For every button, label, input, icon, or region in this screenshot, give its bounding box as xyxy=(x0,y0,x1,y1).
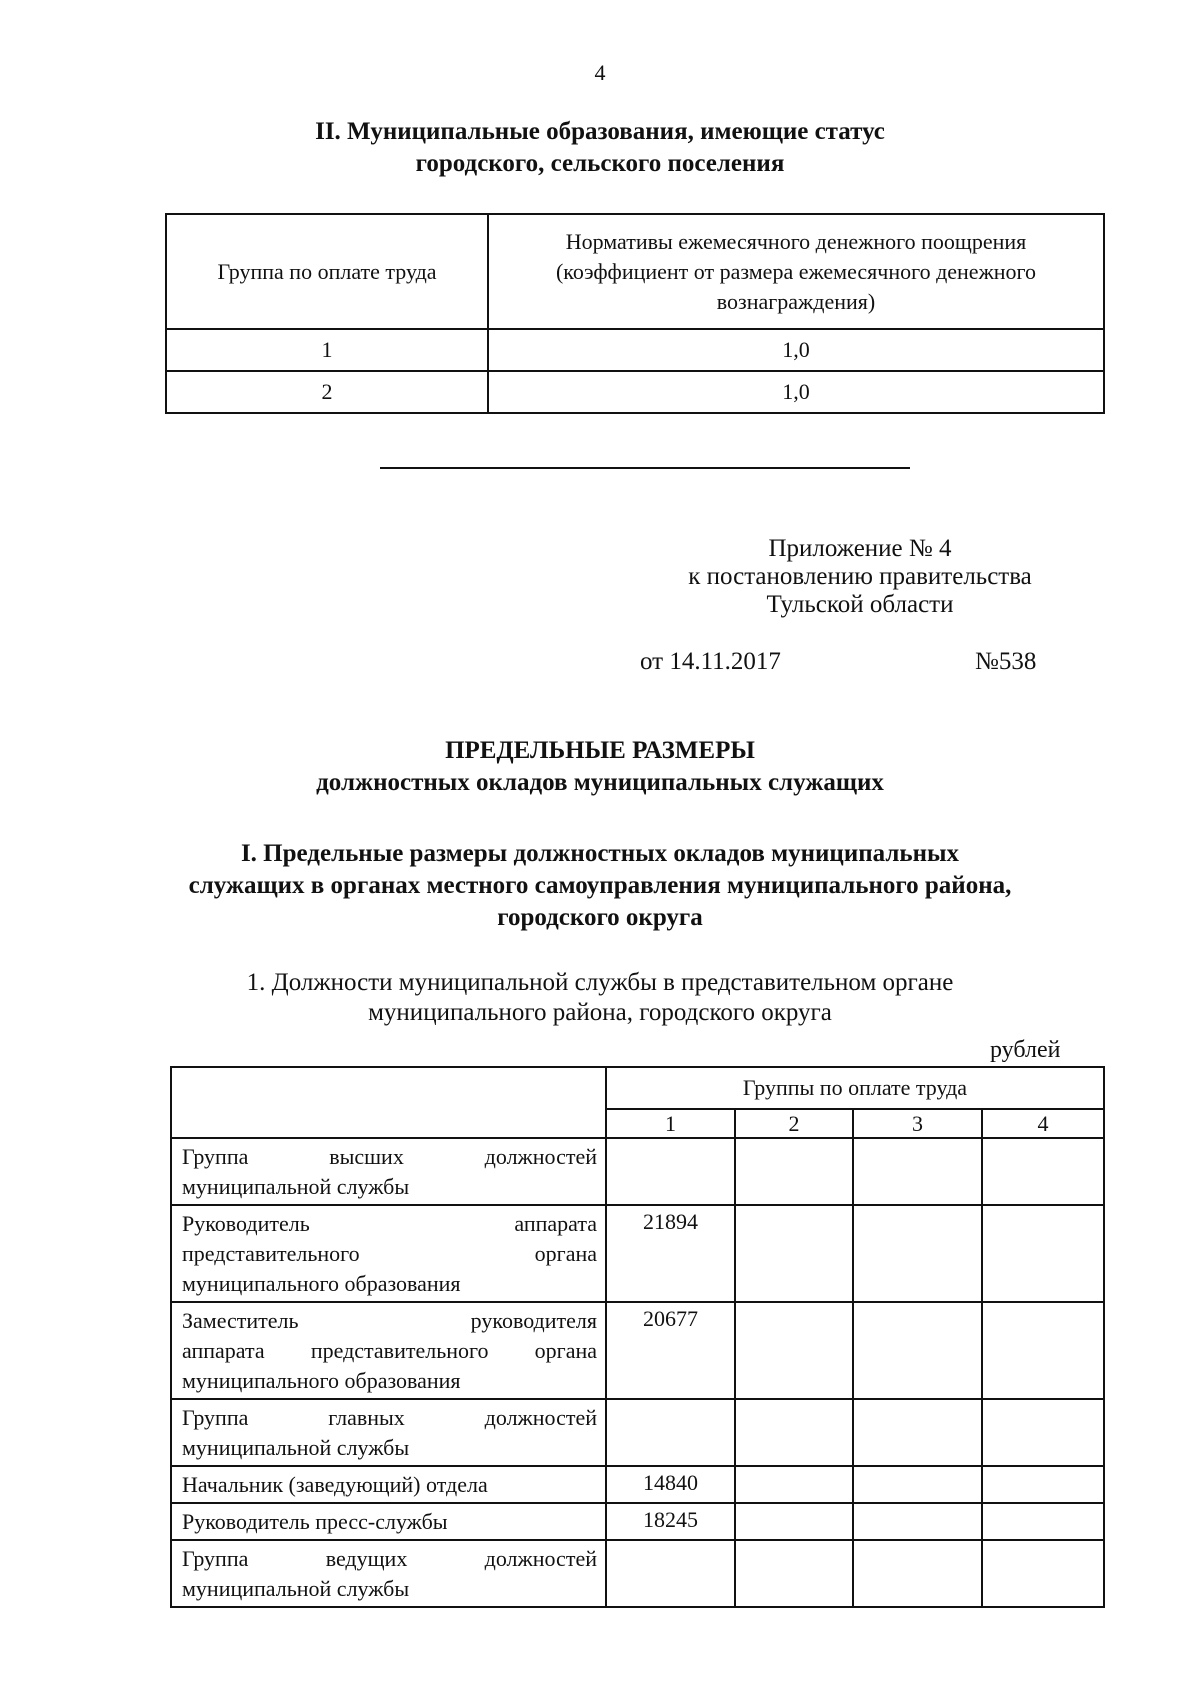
salary-value-cell-group-3 xyxy=(853,1540,982,1607)
document-title-line2: должностных окладов муниципальных служащих xyxy=(316,769,884,796)
salary-value-cell-group-2 xyxy=(735,1138,853,1205)
label-word: Группа xyxy=(182,1144,249,1169)
document-title-line1: ПРЕДЕЛЬНЫЕ РАЗМЕРЫ xyxy=(445,737,755,764)
position-label-line xyxy=(182,1306,597,1336)
table-row xyxy=(171,1466,1104,1503)
column-header-4: 4 xyxy=(982,1109,1104,1138)
column-header-2: 2 xyxy=(735,1109,853,1138)
salary-table xyxy=(170,1066,1105,1608)
group-cell: 2 xyxy=(166,371,488,413)
table-row xyxy=(171,1138,1104,1205)
position-label-cell xyxy=(171,1540,606,1607)
position-label-cell xyxy=(171,1302,606,1399)
subsection-1-heading xyxy=(150,968,1050,1028)
salary-value-cell-group-1 xyxy=(606,1399,735,1466)
position-label-line: муниципальной службы xyxy=(182,1576,410,1601)
salary-value-cell-group-2 xyxy=(735,1540,853,1607)
position-label-line xyxy=(182,1142,597,1172)
section-1-line3: городского округа xyxy=(497,904,703,931)
section-1-line1: I. Предельные размеры должностных окладов муниципальных xyxy=(240,840,960,867)
section-1-heading xyxy=(100,838,1100,934)
salary-value-cell-group-2 xyxy=(735,1466,853,1503)
label-word: Группа xyxy=(182,1405,249,1430)
table-row xyxy=(171,1540,1104,1607)
salary-table-group-header: Группы по оплате труда xyxy=(606,1067,1104,1109)
salary-value-cell-group-4 xyxy=(982,1503,1104,1540)
salary-value-cell-group-3 xyxy=(853,1302,982,1399)
salary-value-cell-group-4 xyxy=(982,1138,1104,1205)
salary-value-cell-group-4 xyxy=(982,1466,1104,1503)
value-cell: 1,0 xyxy=(488,329,1104,371)
salary-table-corner xyxy=(171,1067,606,1138)
salary-value-cell-group-2 xyxy=(735,1302,853,1399)
label-word: главных xyxy=(328,1405,405,1430)
salary-value-cell-group-1 xyxy=(606,1138,735,1205)
table-row xyxy=(166,371,1104,413)
column-header-3: 3 xyxy=(853,1109,982,1138)
label-word: должностей xyxy=(484,1405,597,1430)
label-word: аппарата xyxy=(514,1211,597,1236)
salary-value-cell-group-3 xyxy=(853,1399,982,1466)
salary-value-cell-group-2 xyxy=(735,1503,853,1540)
incentive-norms-table xyxy=(165,213,1105,414)
position-label-line xyxy=(182,1239,597,1269)
subsection-1-line2: муниципального района, городского округа xyxy=(368,999,832,1026)
salary-value-cell-group-3 xyxy=(853,1466,982,1503)
table-row xyxy=(171,1399,1104,1466)
appendix-line3: Тульской области xyxy=(766,591,954,618)
position-label-line xyxy=(182,1544,597,1574)
section-1-line2: служащих в органах местного самоуправления муниципального района, xyxy=(188,872,1012,899)
label-word: органа xyxy=(534,1241,597,1266)
section-2-title-line2: городского, сельского поселения xyxy=(415,150,785,177)
position-label-cell xyxy=(171,1399,606,1466)
salary-value-cell-group-3 xyxy=(853,1138,982,1205)
salary-value-cell-group-3 xyxy=(853,1503,982,1540)
appendix-date: от 14.11.2017 xyxy=(640,648,781,675)
column-header-1: 1 xyxy=(606,1109,735,1138)
label-word: руководителя xyxy=(470,1308,597,1333)
position-label-line: Начальник (заведующий) отдела xyxy=(182,1472,488,1497)
page-number: 4 xyxy=(594,60,606,85)
appendix-block xyxy=(600,535,1120,619)
table-row xyxy=(171,1302,1104,1399)
label-word: Группа xyxy=(182,1546,249,1571)
position-label-line: Руководитель пресс-службы xyxy=(182,1509,448,1534)
salary-value-cell-group-4 xyxy=(982,1540,1104,1607)
salary-value-cell-group-1: 14840 xyxy=(606,1466,735,1503)
label-word: должностей xyxy=(484,1144,597,1169)
label-word: высших xyxy=(329,1144,404,1169)
label-word: органа xyxy=(534,1338,597,1363)
position-label-line: муниципального образования xyxy=(182,1271,461,1296)
section-2-heading xyxy=(150,116,1050,180)
salary-value-cell-group-3 xyxy=(853,1205,982,1302)
salary-value-cell-group-1: 21894 xyxy=(606,1205,735,1302)
table-header-norms: Нормативы ежемесячного денежного поощрения (коэффициент от размера ежемесячного денежного вознаграждения) xyxy=(488,214,1104,329)
label-word: представительного xyxy=(310,1338,489,1363)
table-row xyxy=(171,1503,1104,1540)
value-cell: 1,0 xyxy=(488,371,1104,413)
position-label-line xyxy=(182,1336,597,1366)
group-cell: 1 xyxy=(166,329,488,371)
label-word: аппарата xyxy=(182,1338,265,1363)
salary-value-cell-group-2 xyxy=(735,1399,853,1466)
appendix-number: №538 xyxy=(975,648,1037,675)
appendix-line1: Приложение № 4 xyxy=(768,535,952,562)
document-title xyxy=(150,735,1050,799)
salary-value-cell-group-4 xyxy=(982,1399,1104,1466)
position-label-line xyxy=(182,1209,597,1239)
position-label-line: муниципального образования xyxy=(182,1368,461,1393)
appendix-line2: к постановлению правительства xyxy=(688,563,1032,590)
salary-value-cell-group-1 xyxy=(606,1540,735,1607)
subsection-1-line1: 1. Должности муниципальной службы в представительном органе xyxy=(246,969,954,996)
table-header-group: Группа по оплате труда xyxy=(166,214,488,329)
table-row xyxy=(166,329,1104,371)
label-word: Руководитель xyxy=(182,1211,310,1236)
position-label-cell xyxy=(171,1205,606,1302)
position-label-line: муниципальной службы xyxy=(182,1174,410,1199)
table-row xyxy=(171,1205,1104,1302)
section-divider xyxy=(380,467,910,469)
position-label-line: муниципальной службы xyxy=(182,1435,410,1460)
salary-value-cell-group-2 xyxy=(735,1205,853,1302)
position-label-cell xyxy=(171,1503,606,1540)
salary-value-cell-group-4 xyxy=(982,1302,1104,1399)
salary-value-cell-group-1: 20677 xyxy=(606,1302,735,1399)
label-word: должностей xyxy=(484,1546,597,1571)
salary-value-cell-group-1: 18245 xyxy=(606,1503,735,1540)
salary-value-cell-group-4 xyxy=(982,1205,1104,1302)
label-word: представительного xyxy=(182,1241,360,1266)
position-label-cell xyxy=(171,1138,606,1205)
currency-unit: рублей xyxy=(990,1037,1061,1063)
salary-table-body xyxy=(171,1138,1104,1607)
position-label-line xyxy=(182,1403,597,1433)
position-label-cell xyxy=(171,1466,606,1503)
label-word: Заместитель xyxy=(182,1308,299,1333)
label-word: ведущих xyxy=(325,1546,408,1571)
section-2-title-line1: II. Муниципальные образования, имеющие статус xyxy=(315,118,885,145)
